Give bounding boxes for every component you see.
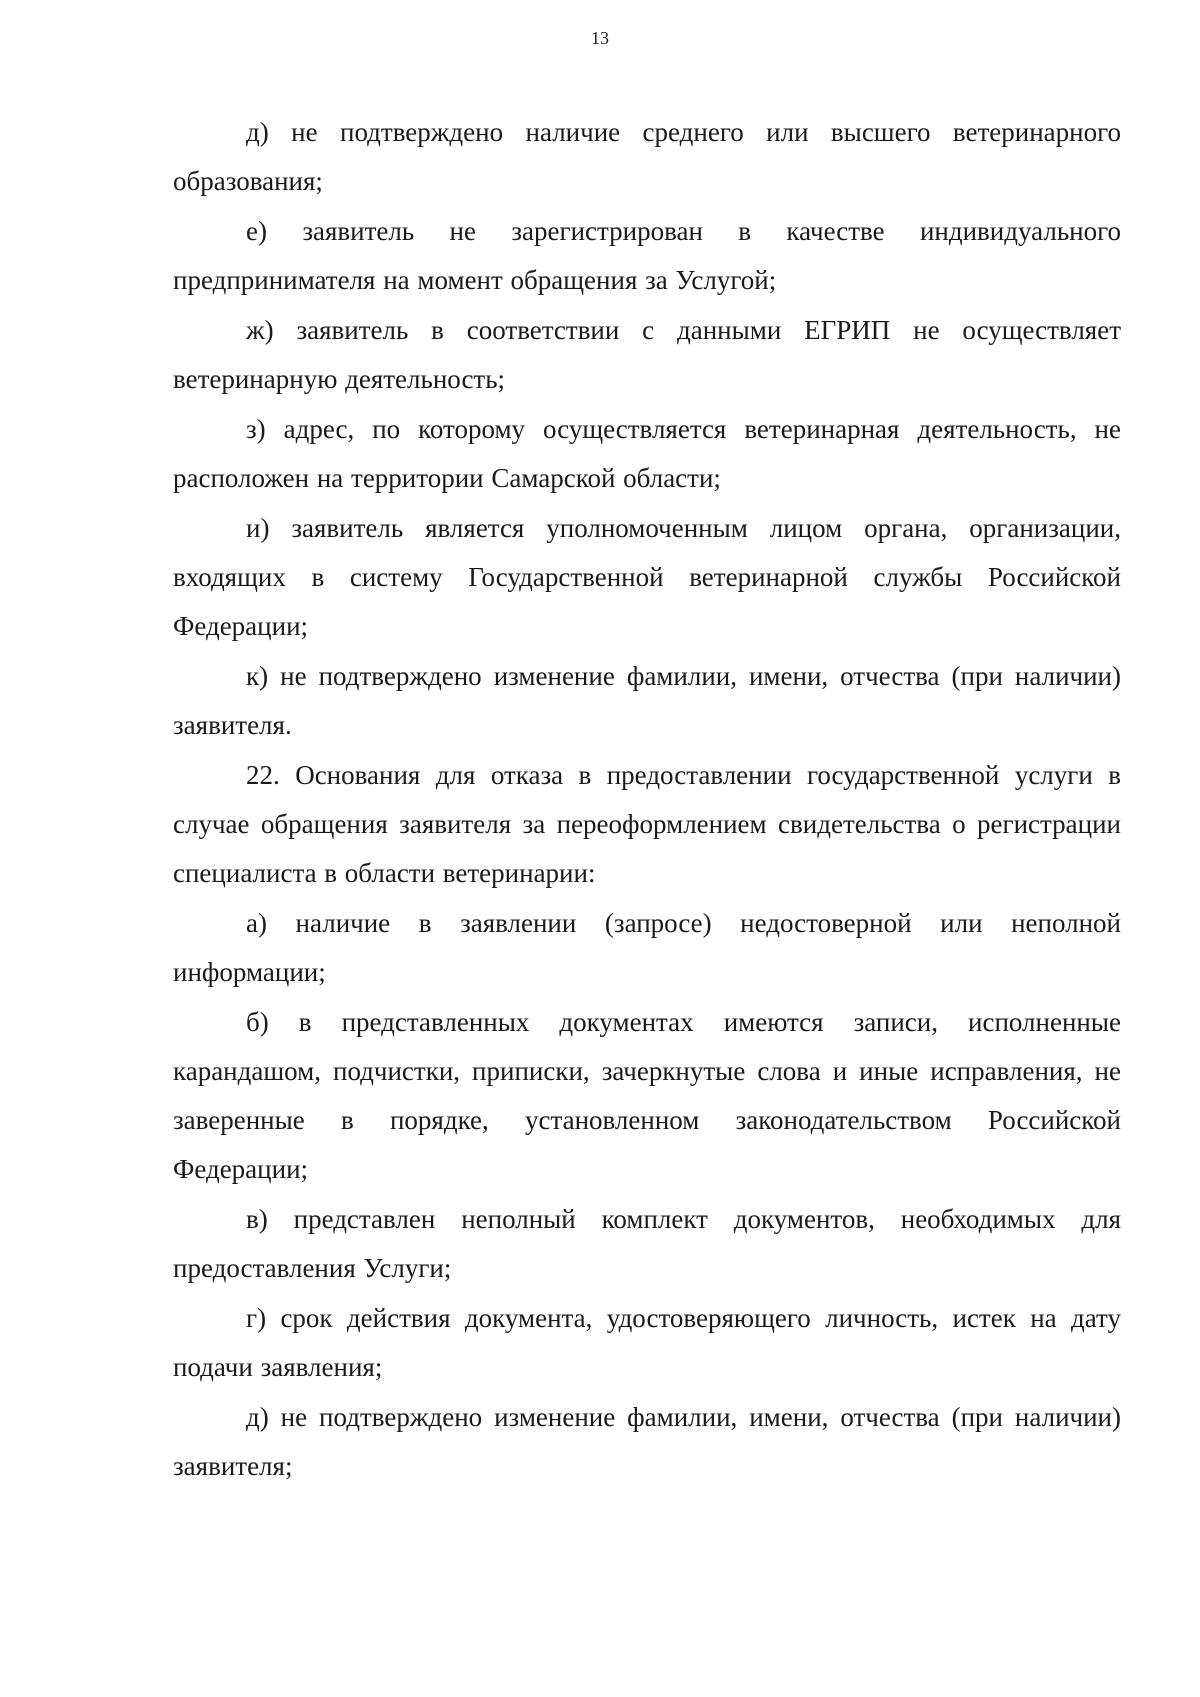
paragraph-v-incomplete-docs: в) представлен неполный комплект документов, необходимых для предоставления Услуги; <box>173 1204 1121 1283</box>
paragraph-zh-egrip: ж) заявитель в соответствии с данными ЕГРИП не осуществляет ветеринарную деятельность; <box>173 315 1121 394</box>
paragraph-b-corrections: б) в представленных документах имеются записи, исполненные карандашом, подчистки, приписки, зачеркнутые слова и иные исправления, не заверенные в порядке, установленном законодательством Российской Федерации; <box>173 1007 1121 1184</box>
paragraph-d-name-change: д) не подтверждено изменение фамилии, имени, отчества (при наличии) заявителя; <box>173 1402 1121 1481</box>
page-number: 13 <box>591 28 609 48</box>
paragraph-k-name-change: к) не подтверждено изменение фамилии, имени, отчества (при наличии) заявителя. <box>173 661 1121 740</box>
paragraph-a-incomplete-info: а) наличие в заявлении (запросе) недостоверной или неполной информации; <box>173 908 1121 987</box>
paragraph-i-authorized-person: и) заявитель является уполномоченным лицом органа, организации, входящих в систему Государственной ветеринарной службы Российской Федерации; <box>173 513 1121 641</box>
paragraph-z-address: з) адрес, по которому осуществляется ветеринарная деятельность, не расположен на территории Самарской области; <box>173 414 1121 493</box>
paragraph-d-education: д) не подтверждено наличие среднего или высшего ветеринарного образования; <box>173 117 1121 196</box>
paragraph-22-grounds: 22. Основания для отказа в предоставлении государственной услуги в случае обращения заявителя за переоформлением свидетельства о регистрации специалиста в области ветеринарии: <box>173 760 1121 888</box>
paragraph-g-id-expired: г) срок действия документа, удостоверяющего личность, истек на дату подачи заявления; <box>173 1303 1121 1382</box>
document-body <box>173 108 1121 1492</box>
paragraph-e-not-registered: е) заявитель не зарегистрирован в качестве индивидуального предпринимателя на момент обращения за Услугой; <box>173 216 1121 295</box>
